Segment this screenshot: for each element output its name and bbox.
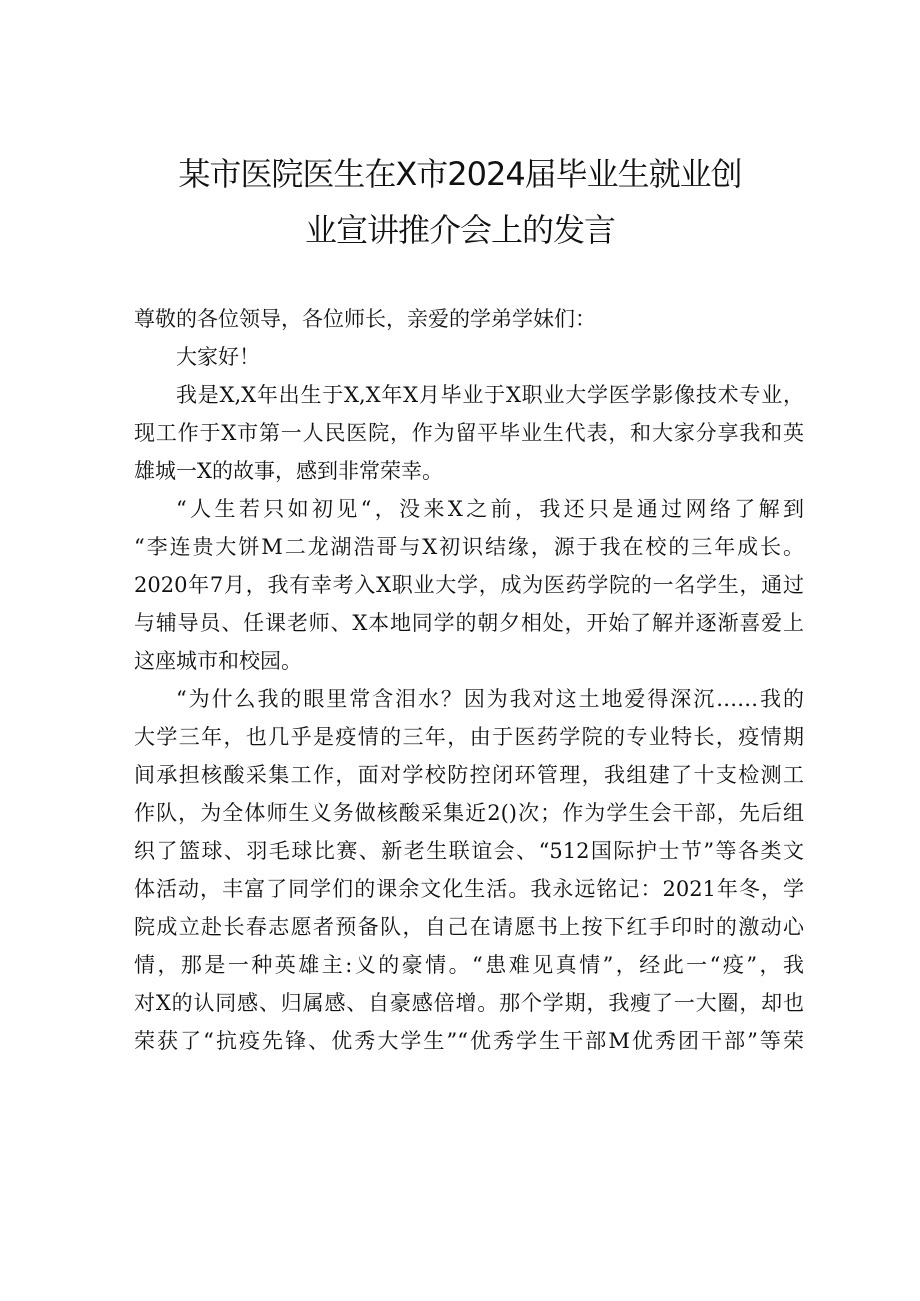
paragraph-line: 院成立赴长春志愿者预备队，自己在请愿书上按下红手印时的激动心 bbox=[134, 915, 804, 939]
paragraph-line: 与辅导员、任课老师、X本地同学的朝夕相处，开始了解并逐渐喜爱上 bbox=[134, 611, 804, 635]
greeting: 大家好！ bbox=[176, 345, 260, 369]
paragraph-line: 我是X,X年出生于X,X年X月毕业于X职业大学医学影像技术专业， bbox=[176, 383, 804, 407]
paragraph-line: “人生若只如初见“，没来X之前，我还只是通过网络了解到 bbox=[176, 497, 804, 521]
paragraph-line: 间承担核酸采集工作，面对学校防控闭环管理，我组建了十支检测工 bbox=[134, 763, 804, 787]
salutation: 尊敬的各位领导，各位师长，亲爱的学弟学妹们： bbox=[134, 307, 596, 331]
document-body bbox=[134, 300, 804, 1060]
paragraph-line: 这座城市和校园。 bbox=[134, 649, 302, 673]
title-line-2: 业宣讲推介会上的发言 bbox=[304, 211, 615, 249]
paragraph-line: 织了篮球、羽毛球比赛、新老生联谊会、“512国际护士节”等各类文 bbox=[134, 839, 804, 863]
paragraph-line: 现工作于X市第一人民医院，作为留平毕业生代表，和大家分享我和英 bbox=[134, 421, 804, 445]
paragraph-line: “为什么我的眼里常含泪水？因为我对这土地爱得深沉……我的 bbox=[176, 687, 804, 711]
paragraph-line: 情，那是一种英雄主:义的豪情。“患难见真情”，经此一“疫”，我 bbox=[134, 953, 804, 977]
paragraph-line: 作队，为全体师生义务做核酸采集近2()次；作为学生会干部，先后组 bbox=[134, 801, 804, 825]
paragraph-line: 雄城一X的故事，感到非常荣幸。 bbox=[134, 459, 443, 483]
document-title bbox=[120, 146, 800, 258]
title-line-1: 某市医院医生在X市2024届毕业生就业创 bbox=[178, 155, 742, 193]
paragraph-line: 体活动，丰富了同学们的课余文化生活。我永远铭记：2021年冬，学 bbox=[134, 877, 804, 901]
paragraph-line: “李连贵大饼M二龙湖浩哥与X初识结缘，源于我在校的三年成长。 bbox=[134, 535, 804, 559]
paragraph-line: 2020年7月，我有幸考入X职业大学，成为医药学院的一名学生，通过 bbox=[134, 573, 804, 597]
paragraph-line: 大学三年，也几乎是疫情的三年，由于医药学院的专业特长，疫情期 bbox=[134, 725, 804, 749]
paragraph-line: 对X的认同感、归属感、自豪感倍增。那个学期，我瘦了一大圈，却也 bbox=[134, 991, 804, 1015]
paragraph-line: 荣获了“抗疫先锋、优秀大学生”“优秀学生干部M优秀团干部”等荣 bbox=[134, 1029, 804, 1053]
